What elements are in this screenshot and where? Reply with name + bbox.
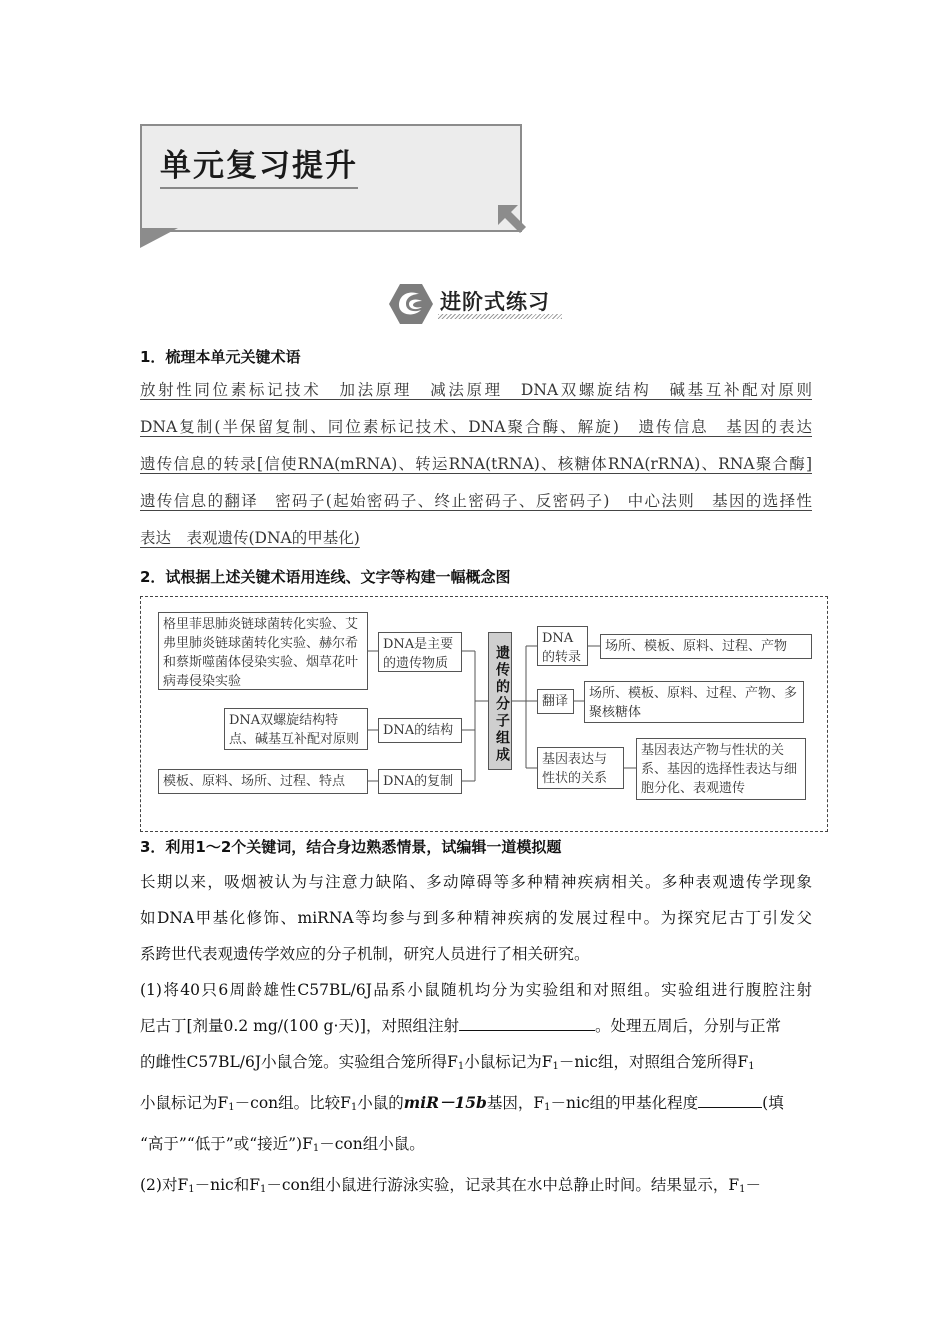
question-3-body	[140, 864, 812, 1208]
replication-aspects-box: 模板、原料、场所、过程、特点	[158, 769, 368, 794]
key-terms-line: 放射性同位素标记技术 加法原理 减法原理 DNA双螺旋结构 碱基互补配对原则	[140, 381, 812, 399]
key-terms-line: 遗传信息的转录[信使RNA(mRNA)、转运RNA(tRNA)、核糖体RNA(rRNA)、RNA聚合酶]	[140, 455, 812, 473]
question-3-title: 3．利用1～2个关键词，结合身边熟悉情景，试编辑一道模拟题	[140, 838, 562, 856]
translation-box: 翻译	[537, 689, 574, 714]
corner-arrow-icon	[496, 203, 528, 235]
key-terms-line: 表达 表观遗传(DNA的甲基化)	[140, 529, 360, 547]
part-2-line: (2)对$F_1-nic$和$F_1-con$组小鼠进行游泳实验，记录其在水中总静止时间。结果显示，$F_1-$	[140, 1176, 762, 1195]
banner-fold-decoration	[140, 228, 178, 248]
center-concept-box: 遗传的分子组成	[488, 632, 512, 770]
part-1-line: 尼古丁[剂量0.2 mg/(100 g·天)]，对照组注射 。处理五周后，分别与正常	[140, 1008, 812, 1044]
section-title: 进阶式练习	[440, 290, 550, 314]
gene-expression-trait-box: 基因表达与性状的关系	[537, 747, 624, 789]
intro-line: 如DNA甲基化修饰、miRNA等均参与到多种精神疾病的发展过程中。为探究尼古丁引发父	[140, 909, 812, 927]
gene-expression-details-box: 基因表达产物与性状的关系、基因的选择性表达与细胞分化、表观遗传	[636, 738, 806, 800]
question-2-title: 2．试根据上述关键术语用连线、文字等构建一幅概念图	[140, 568, 511, 586]
dna-structure-features-box: DNA双螺旋结构特点、碱基互补配对原则	[224, 708, 368, 750]
part-1-line: “高于”“低于”或“接近$”)F_1-con$组小鼠。	[140, 1135, 425, 1154]
dna-replication-box: DNA的复制	[378, 769, 462, 794]
chapter-banner	[140, 124, 522, 232]
part-1-line: 的雌性C57BL/6J小鼠合笼。实验组合笼所得$F_1$小鼠标记为$F_1-nic$组，对照组合笼所得$F_1$	[140, 1053, 755, 1072]
answer-blank-1[interactable]	[459, 1014, 595, 1031]
banner-title: 单元复习提升	[160, 140, 358, 189]
concept-map	[140, 596, 828, 832]
answer-blank-2[interactable]	[698, 1091, 762, 1108]
dna-main-genetic-material-box: DNA是主要的遗传物质	[378, 632, 462, 672]
swirl-hexagon-icon	[388, 283, 434, 325]
key-terms-line: 遗传信息的翻译 密码子(起始密码子、终止密码子、反密码子) 中心法则 基因的选择性	[140, 492, 812, 510]
translation-details-box: 场所、模板、原料、过程、产物、多聚核糖体	[584, 681, 804, 723]
key-terms-list	[140, 372, 812, 557]
section-title-underline	[438, 314, 562, 319]
question-1-title: 1．梳理本单元关键术语	[140, 348, 301, 366]
intro-line: 长期以来，吸烟被认为与注意力缺陷、多动障碍等多种精神疾病相关。多种表观遗传学现象	[140, 873, 812, 891]
gene-name: miR－15b	[403, 1093, 487, 1112]
dna-structure-box: DNA的结构	[378, 718, 462, 743]
part-1-line: (1)将40只6周龄雄性C57BL/6J品系小鼠随机均分为实验组和对照组。实验组进行腹腔注射	[140, 981, 812, 999]
experiments-box: 格里菲思肺炎链球菌转化实验、艾弗里肺炎链球菌转化实验、赫尔希和蔡斯噬菌体侵染实验、烟草花叶病毒侵染实验	[158, 612, 368, 690]
part-1-line: 小鼠标记为$F_1-con$组。比较$F_1$小鼠的miR－15b基因，$F_1-nic$组的甲基化程度 (填	[140, 1093, 784, 1113]
key-terms-line: DNA复制(半保留复制、同位素标记技术、DNA聚合酶、解旋) 遗传信息 基因的表达	[140, 418, 812, 436]
transcription-box: DNA的转录	[537, 626, 588, 666]
intro-line: 系跨世代表观遗传学效应的分子机制，研究人员进行了相关研究。	[140, 945, 590, 963]
transcription-details-box: 场所、模板、原料、过程、产物	[600, 634, 812, 659]
